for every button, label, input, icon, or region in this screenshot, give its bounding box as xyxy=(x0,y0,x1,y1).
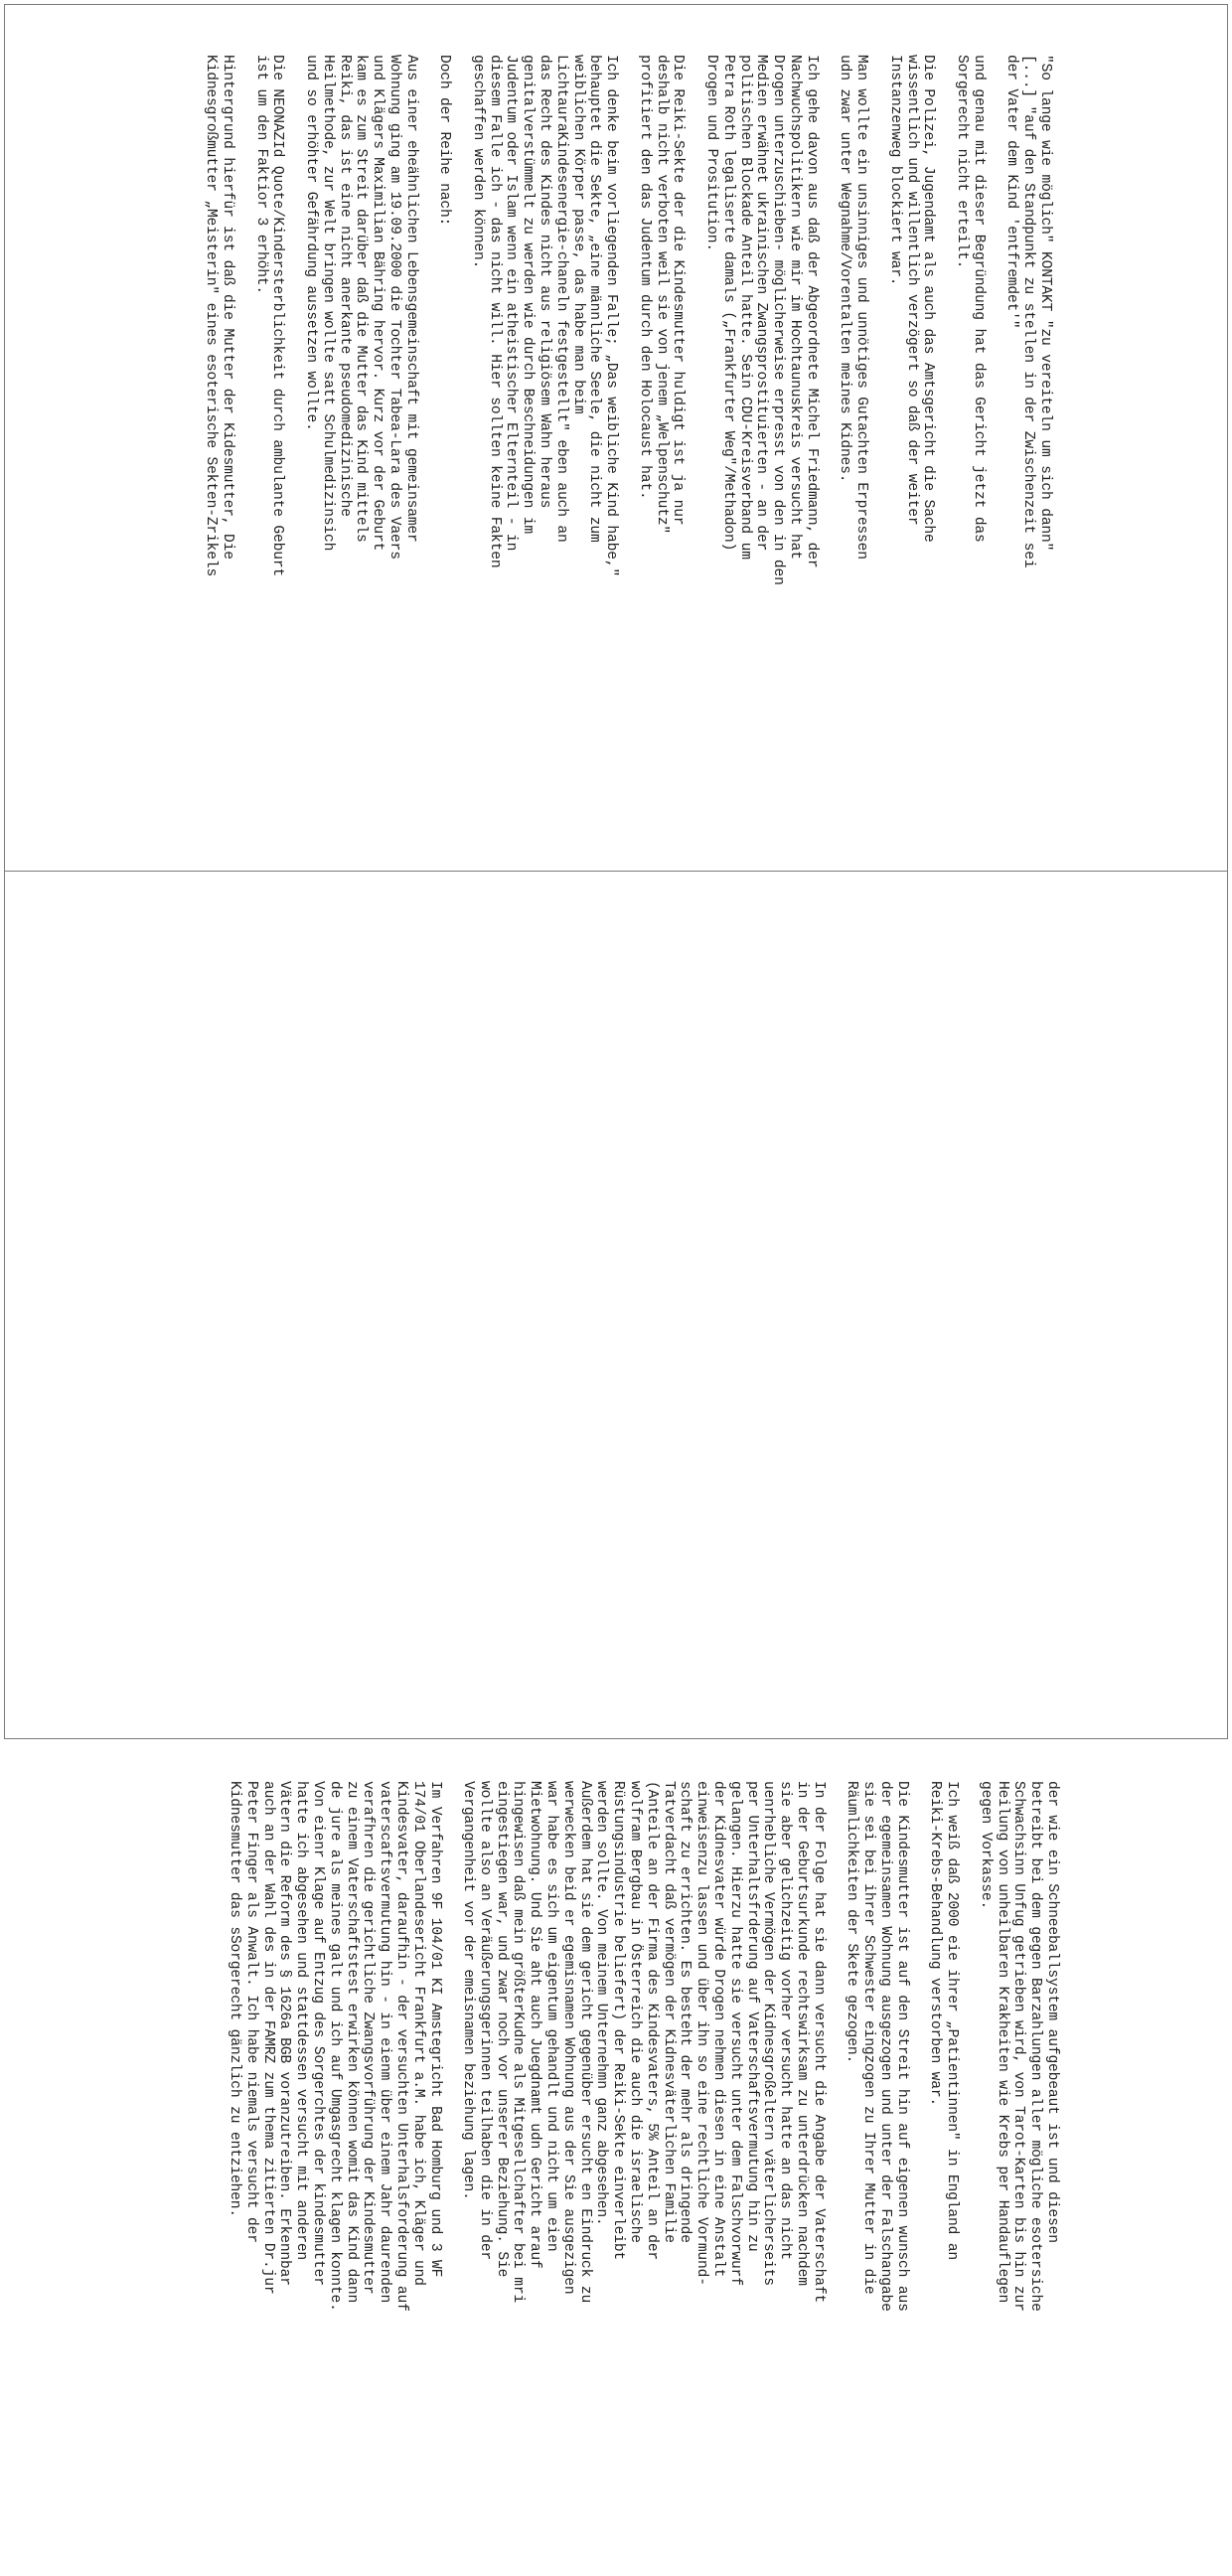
paragraph: Im Verfahren 9F 104/01 KI Amstegricht Bad Homburg und 3 WF 174/01 Oberlandesericht Frankfurt a.M. habe ich, Kläger und Kindesvater, daraufhin - der versuchten Unterhalsforderung auf vaterscaftsvermutung hin - in eienm über einem Jahr daurenden verafhren die gerichtliche Zwangsvorführung der Kindesmutter zu einem Vaterschaftstest erwirken können womit das Kind dann de jure als meines galt und ich auf Umgasgrecht klagen konnte. Von eienr Klage auf Entzug des Sorgerchtes der kindesmutter hatte ich abgesehen und stattdessen versucht mit anderen Vätern die Reform des § 1626a BGB voranzutreiben. Erkennbar auch an der Wahl des in der FAMRZ zum thema zitierten Dr.jur Peter Finger als Anwalt. Ich habe niemals versucht der Kidnesmutter das sSorgerecht gänzlich zu entziehen. xyxy=(226,1781,443,2312)
paragraph: Hintergrund hierfür ist daß die Mutter der Kidesmutter, Die Kidnesgroßmutter „Meisterin" eines esoterische Sekten-Zrikels xyxy=(203,55,235,577)
paragraph: Die Reiki-Sekte der die Kindesmutter huldigt ist ja nur deshalb nicht verboten weil sie von jenem „Welpenschutz" profitiert den das Judentum durch den Holocaust hat. xyxy=(636,55,687,535)
page-1 xyxy=(4,4,1228,872)
paragraph: "So lange wie möglich" KONTAKT "zu vereiteln um sich dann" [...] "auf den Standpunkt zu stellen in der Zwischenzeit sei der Vater dem Kind 'entfremdet'" xyxy=(1003,55,1053,568)
paragraph: Die Kindesmutter ist auf den Streit hin auf eigenen wunsch aus der egemeinsamen Wohnung ausgezogen und unter der Falschangabe sie sei bei ihrer Schwester eingzogen zu Ihrer Mutter in die Räumlichkeiten der Skete gezogen. xyxy=(844,1781,910,2312)
paragraph: Die NEONAZId Quote/Kindersterblichkeit durch ambulante Geburt ist um den Faktior 3 erhöht. xyxy=(252,55,286,577)
page-2-text-column xyxy=(209,1781,1060,2576)
paragraph: Die Polizei, Jugendamt als auch das Amtsgericht die Sache wissentlich und willentlich verzögert so daß der weiter Instanzenweg blockiert war. xyxy=(886,55,937,543)
paragraph: Ich weiß daß 2000 eie ihrer „Patientinnen" in England an Reiki-Krebs-Behandlung verstorben war. xyxy=(927,1781,961,2261)
paragraph: Aus einer eheähnlichen Lebensgemeinschaft mit gemeinsamer Wohnung ging am 19.09.2000 die Tochter Tabea-Lara des Vaers und Klägers Maximilian Bähring hervor. Kurz vor der Geburt kam es zum Streit darüber daß die Mutter das Kind mittels Reiki, das ist eine nicht anerkante pseudomedizinische Heilmethode, zur Welt bringen wollte satt Schulmedizinsich und so erhöhter Gefährdung aussetzen wollte. xyxy=(302,55,419,560)
page-2 xyxy=(4,871,1228,2312)
paragraph: In der Folge hat sie dann versucht die Angabe der Vaterschaft in der Geburtsurkunde rechtswirksam zu unterdrücken nachdem sie aber gelichzeitig vorher versucht hatte an das nicht uenrhebliche Vermögen der Kidnesgroßeltern väterlicherseits per Unterhaltsfrderung auf Vaterschaftsvermutung hin zu gelangen. Hierzu hatte sie versucht unter dem Falschvorwurf der Kidnesvater würde Drogen nehmen diesen in eine Anstalt einweisenzu lassen und über ihn so eine rechtliche Vormund- schaft zu errichten. Es besteht der mehr als dringende Tatverdacht daß vermögen der Kidnesväterlichen Familie (Anteile an der Firma des Kindesvaters, 5% Anteil an der wolfram Bergbau in Österreich die auch die israelische Rüstungsindustrie beliefert) der Reiki-Sekte einverleibt werden sollte. Von meinem Unternehmn ganz abgesehen. Außerdem hat sie dem gericht gegenüber ersucht en Eindruck zu werwecken beid er egemisnamen Wohnung aus der Sie ausgezigen war habe es sich um eigentum gehandlt und nicht um eien Mietwohnung. Und Sie aht auch Juegdnamt udn Gericht arauf hingewisen daß mein größterKudne als Mitgesellchafter bei mri eingestiegen war, und zwar noch vor unserer Beziehung. Sie wollte also an Veräußerungsgerinnen teilhaben die in der Vergangenheit vor der emeisnamen beziehung lagen. xyxy=(460,1781,827,2304)
paragraph: Doch der Reihe nach: xyxy=(436,55,453,227)
paragraph: der wie ein Schneeballsystem aufgebeaut ist und diesen betreibt bei dem gegen Barzahlungen aller mögliche esotersiche Schwachsinn Unfug getrieben wird, von Tarot-Karten bis hin zur Heilung von unheilbaren Krakheiten wie Krebs per Handauflegen gegen Vorkasse. xyxy=(977,1781,1060,2312)
page-1-text-column xyxy=(186,55,1053,830)
paragraph: Ich denke beim vorliegenden Falle; „Das weibliche Kind habe," behauptet die Sekte, „eine männliche Seele, die nicht zum weiblichen Körper passe, das habe man beim LichtauraKindesenergie-chaneln festgestellt" eben auch an das Recht des Kindes nicht aus religiösem Wahn heraus genitalverstümmelt zu werden wie durch Beschneidungen im Judentum oder Islam wenn ein atheistischer Elternteil - in diesem Falle ich - das nicht will. Hier sollten keine Fakten geschaffen werden können. xyxy=(469,55,620,577)
paragraph: Man wollte ein unsinniges und unnötiges Gutachten Erpressen udn zwar unter Wegnahme/Vorentalten meines Kidnes. xyxy=(837,55,870,560)
paragraph: und genau mit dieser Begründung hat das Gericht jetzt das Sorgerecht nicht erteilt. xyxy=(954,55,987,543)
paragraph: Ich gehe davon aus daß der Abgeordnete Michel Friedmann, der Nachwuchspolitikern wie mir im Hochtaunuskreis versucht hat Drogen unterzuschieben- möglicherweise erpresst von den in den Medien erwähnet ukrainischen Zwangsprostituierten - an der politischen Blockade Anteil hatte. Sein CDU-Kreisverband um Petra Roth legaliserte damals („Frankfurter Weg"/Methadon) Drogen und Prositution. xyxy=(703,55,820,585)
